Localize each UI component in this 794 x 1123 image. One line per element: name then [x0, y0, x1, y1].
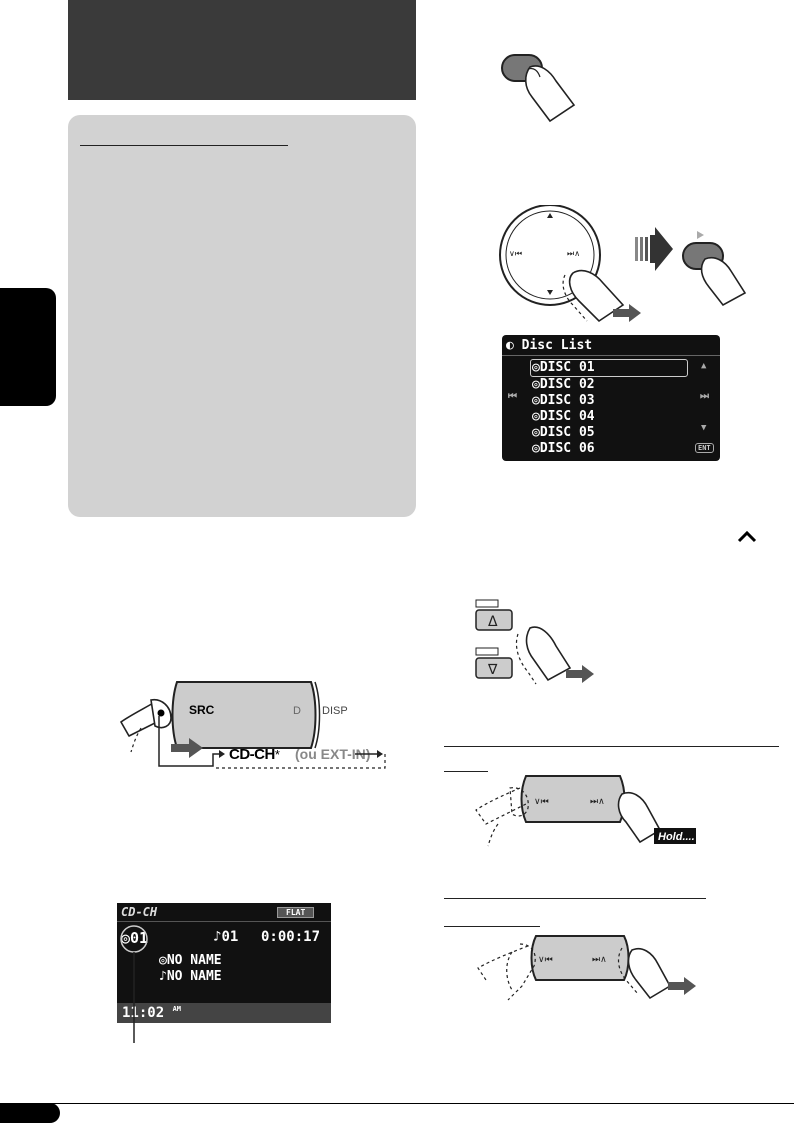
disc-list-icon: ◐: [506, 338, 514, 353]
eq-badge: FLAT: [277, 907, 314, 918]
d-label: D: [293, 705, 301, 717]
page-number-tab: [0, 1103, 60, 1123]
updown-buttons-illustration: [470, 598, 610, 688]
src-label: SRC: [189, 703, 215, 717]
up-arrow-icon[interactable]: ▲: [701, 361, 707, 371]
svg-text:∇: ∇: [488, 662, 498, 678]
clock: 11:02 $^{AM}$: [122, 1005, 182, 1021]
prev-icon: ∨⏮: [538, 955, 553, 965]
section-line: [444, 746, 779, 747]
info-panel-underline: [80, 145, 288, 146]
info-panel: [68, 115, 416, 517]
disc-number: ◎01: [121, 929, 149, 947]
next-icon: ⏭∧: [592, 955, 607, 965]
caret-up-icon: [737, 529, 757, 543]
section-line: [444, 898, 706, 899]
list-item[interactable]: ◎DISC 05: [532, 425, 595, 440]
disc-list-title: ◐ Disc List: [506, 338, 593, 353]
disc-name: ◎NO NAME: [159, 953, 222, 968]
list-item[interactable]: ◎DISC 02: [532, 377, 595, 392]
hold-label: Hold....: [658, 831, 695, 843]
button-press-illustration: [490, 45, 590, 125]
header-box: [68, 0, 416, 100]
play-icon: [697, 231, 704, 239]
prev-icon: ∨⏮: [534, 797, 549, 807]
track-name: ♪NO NAME: [159, 969, 222, 984]
slide-illustration: [472, 930, 702, 1010]
disc-callout: [117, 925, 157, 1045]
disp-label: DISP: [322, 705, 348, 717]
prev-icon[interactable]: ⏮: [508, 391, 517, 402]
down-arrow-icon[interactable]: ▼: [701, 423, 707, 433]
prev-icon: ∨⏮: [509, 249, 523, 258]
side-tab: [0, 288, 56, 406]
footer-rule: [0, 1103, 794, 1104]
alt-label: (ou EXT-IN): [295, 746, 371, 762]
list-item[interactable]: ◎DISC 06: [532, 441, 595, 456]
disc-list-screen: [502, 335, 720, 461]
list-item[interactable]: ◎DISC 01: [530, 359, 688, 377]
next-icon: ⏭∧: [590, 797, 605, 807]
slide-arrow-icon: [668, 977, 696, 995]
section-line-short: [444, 926, 540, 927]
src-flow-diagram: [115, 680, 395, 775]
elapsed-time: 0:00:17: [261, 929, 321, 945]
svg-text:Δ: Δ: [488, 614, 498, 630]
next-icon: ⏭∧: [567, 249, 581, 258]
next-icon[interactable]: ⏭: [700, 391, 709, 402]
ent-button[interactable]: ENT: [695, 443, 714, 453]
cdch-title: CD-CH: [121, 905, 158, 919]
hold-illustration: [470, 768, 710, 858]
track-number: ♪01: [213, 929, 239, 945]
cdch-label: CD-CH*: [229, 746, 280, 763]
list-item[interactable]: ◎DISC 03: [532, 393, 595, 408]
big-arrow-icon: [650, 227, 673, 271]
control-pad-illustration: [495, 205, 765, 325]
list-item[interactable]: ◎DISC 04: [532, 409, 595, 424]
disc-list-items: [530, 359, 688, 457]
